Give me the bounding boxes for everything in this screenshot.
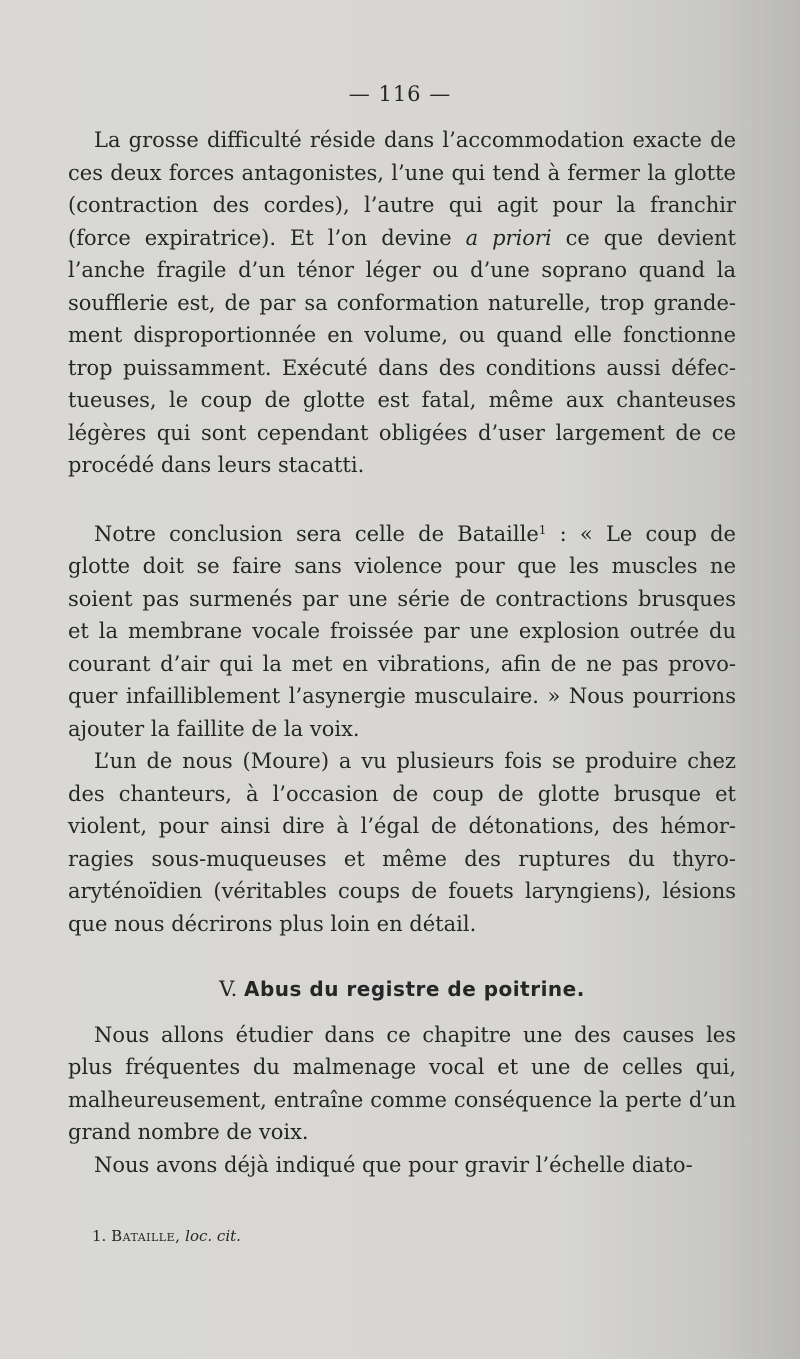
page-number: — 116 — <box>348 82 452 106</box>
italic-a-priori: a priori <box>465 225 552 250</box>
paragraph-1-text: La grosse difficulté réside dans l’accommodation exacte de ces deux forces antagonistes, l’une qui tend à fermer la glotte (contraction des cordes), l’autre qui agit pour la franchir (force expiratrice). Et l’on devine <box>68 128 736 250</box>
paragraph-1-text-after: ce que devient l’anche fragile d’un ténor léger ou d’une soprano quand la soufflerie est, de par sa conformation naturelle, trop grande-ment disproportionnée en volume, ou quand elle fonctionne trop puissamment. Exécuté dans des conditions aussi défec-tueuses, le coup de glotte est fatal, même aux chanteuses légères qui sont cependant obligées d’user largement de ce procédé dans leurs stacatti. <box>68 225 736 477</box>
footnote-reference: 1 <box>538 522 547 537</box>
section-paragraph-1-text: Nous allons étudier dans ce chapitre une des causes les plus fréquentes du malmenage vocal et une de celles qui, malheureusement, entraîne comme conséquence la perte d’un grand nombre de voix. <box>68 1022 736 1144</box>
paragraph-2 <box>68 514 736 746</box>
footnote-source: loc. cit. <box>185 1227 241 1245</box>
section-heading <box>68 973 736 1006</box>
paragraph-3-text: L’un de nous (Moure) a vu plusieurs fois se produire chez des chanteurs, à l’occasion de coup de glotte brusque et violent, pour ainsi dire à l’égal de détonations, des hémor-ragies sous-muqueuses et même des ruptures du thyro-aryténoïdien (véritables coups de fouets laryngiens), lésions que nous décrirons plus loin en détail. <box>68 749 736 936</box>
paragraph-2-text-before: Notre conclusion sera celle de Bataille <box>94 521 539 546</box>
footnote <box>92 1224 241 1248</box>
paragraph-2-text-after: : « Le coup de glotte doit se faire sans violence pour que les muscles ne soient pas surmenés par une série de contractions brusques et la membrane vocale froissée par une explosion outrée du courant d’air qui la met en vibrations, afin de ne pas provo-quer infailliblement l’asynergie musculaire. » Nous pourrions ajouter la faillite de la voix. <box>68 521 736 741</box>
section-title: Abus du registre de poitrine. <box>244 977 585 1001</box>
section-paragraph-2 <box>68 1149 736 1182</box>
body-text <box>68 124 736 1181</box>
footnote-number: 1. <box>92 1227 107 1245</box>
footnote-author: Bataille, <box>111 1227 181 1245</box>
section-paragraph-2-text: Nous avons déjà indiqué que pour gravir l’échelle diato- <box>94 1152 693 1177</box>
paragraph-1 <box>68 124 736 482</box>
paragraph-3 <box>68 745 736 940</box>
section-paragraph-1 <box>68 1019 736 1149</box>
section-number: V. <box>219 977 238 1001</box>
